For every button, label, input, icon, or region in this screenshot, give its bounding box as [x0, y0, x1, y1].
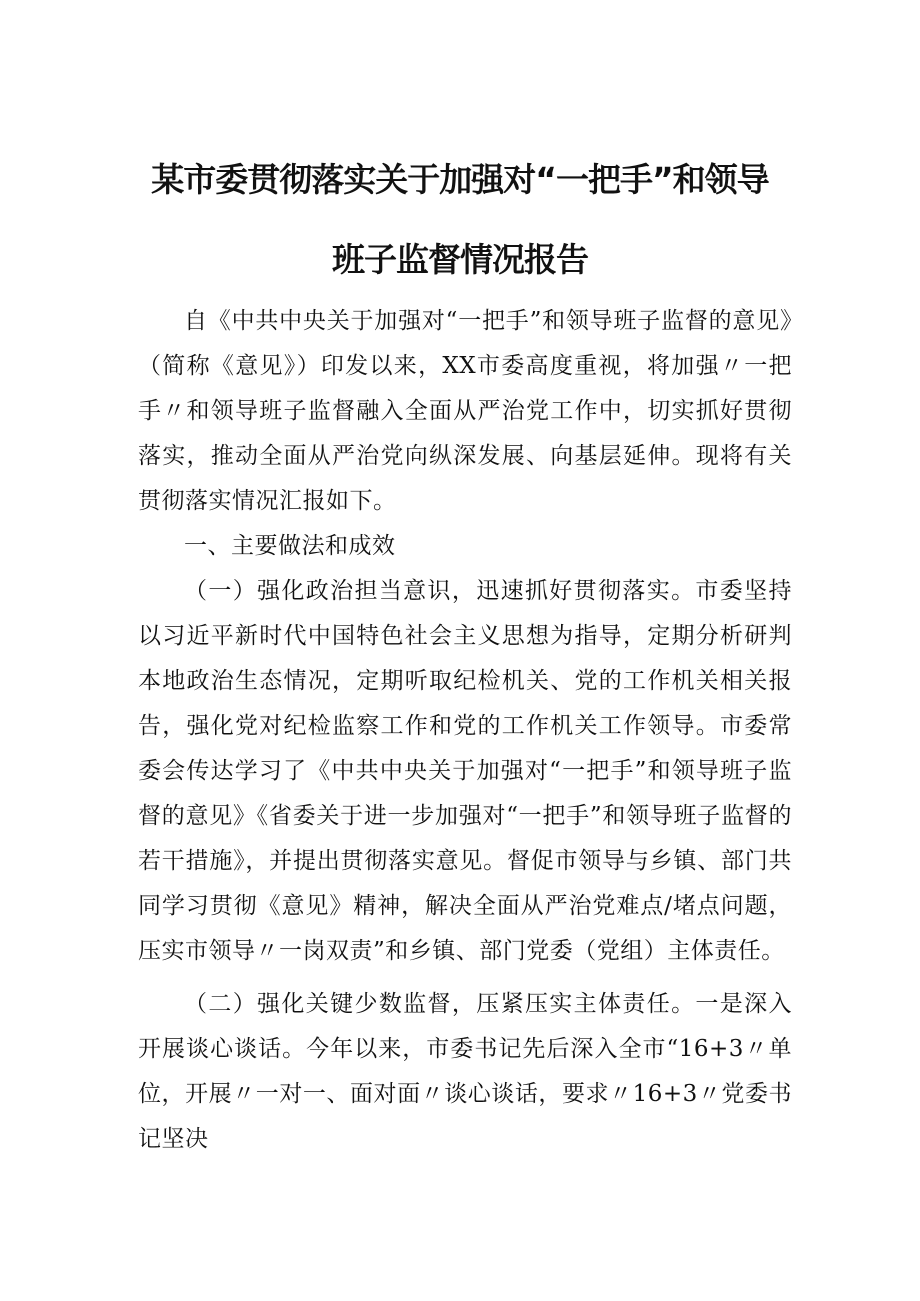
subsection-paragraph-2: （二）强化关键少数监督，压紧压实主体责任。一是深入开展谈心谈话。今年以来，市委书记先后深入全市“16+3〃单位，开展〃一对一、面对面〃谈心谈话，要求〃16+3〃党委书记坚决: [138, 991, 792, 1152]
subsection-paragraph-1: （一）强化政治担当意识，迅速抓好贯彻落实。市委坚持以习近平新时代中国特色社会主义思想为指导，定期分析研判本地政治生态情况，定期听取纪检机关、党的工作机关相关报告，强化党对纪检监察工作和党的工作机关工作领导。市委常委会传达学习了《中共中央关于加强对“一把手”和领导班子监督的意见》《省委关于进一步加强对“一把手”和领导班子监督的若干措施》，并提出贯彻落实意见。督促市领导与乡镇、部门共同学习贯彻《意见》精神，解决全面从严治党难点/堵点问题，压实市领导〃一岗双责”和乡镇、部门党委（党组）主体责任。: [138, 578, 792, 964]
section-heading: 一、主要做法和成效: [184, 533, 396, 559]
document-title-line-1: 某市委贯彻落实关于加强对“一把手”和领导: [151, 160, 769, 199]
intro-paragraph: 自《中共中央关于加强对“一把手”和领导班子监督的意见》（简称《意见》）印发以来，XX市委高度重视，将加强〃一把手〃和领导班子监督融入全面从严治党工作中，切实抓好贯彻落实，推动全面从严治党向纵深发展、向基层延伸。现将有关贯彻落实情况汇报如下。: [138, 308, 792, 514]
document-title-line-2: 班子监督情况报告: [332, 240, 588, 279]
document-body: [138, 299, 792, 1162]
